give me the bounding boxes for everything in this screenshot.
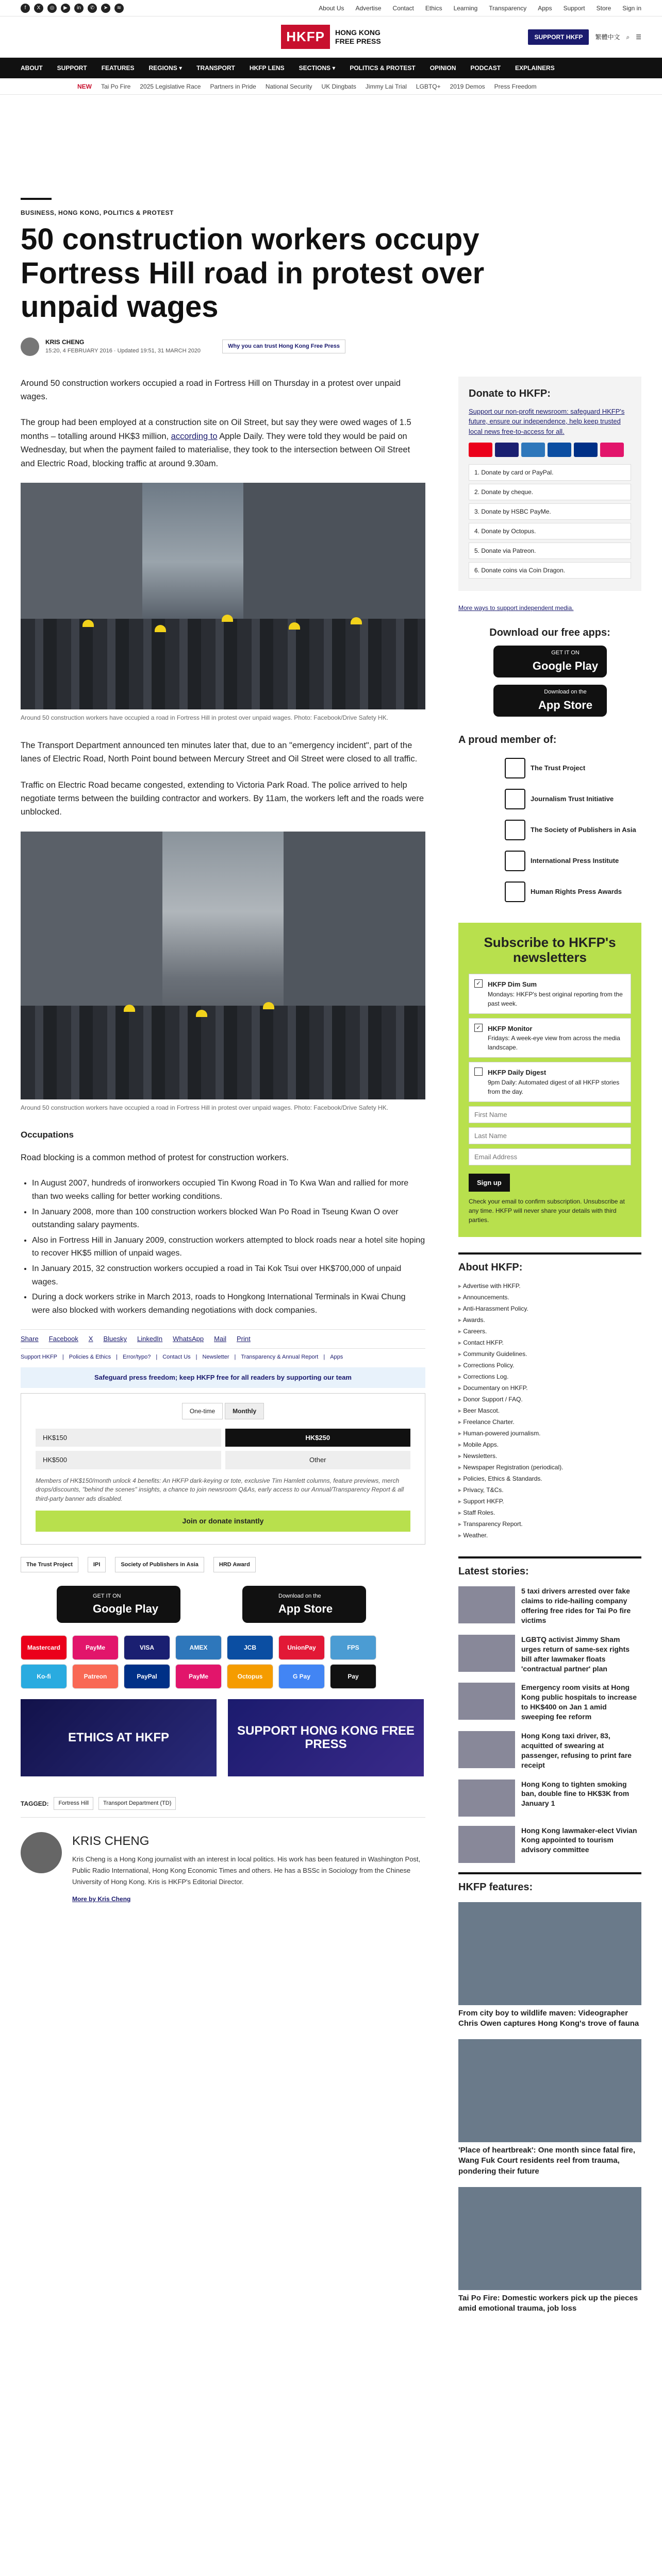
donate-option[interactable]: 4. Donate by Octopus. xyxy=(469,523,631,539)
feature-headline[interactable]: 'Place of heartbreak': One month since fatal fire, Wang Fuk Court residents reel from trauma, pondering their future xyxy=(458,2146,636,2176)
language-switch[interactable]: 繁體中文 xyxy=(595,33,620,41)
feature-image xyxy=(458,1902,641,2005)
store-small: GET IT ON xyxy=(551,650,580,656)
footer-link[interactable]: Contact Us xyxy=(162,1353,191,1360)
logo-box: HKFP xyxy=(281,25,330,49)
util-link-signin[interactable]: Sign in xyxy=(622,4,641,12)
amount-option-selected[interactable]: HK$250 xyxy=(225,1429,411,1447)
amount-option[interactable]: HK$150 xyxy=(36,1429,221,1447)
story-thumbnail xyxy=(458,1731,515,1768)
content-columns xyxy=(21,377,641,2325)
trending-link[interactable]: LGBTQ+ xyxy=(416,82,441,90)
story-headline[interactable]: LGBTQ activist Jimmy Sham urges return of same-sex rights bill after lawmaker floats 'contractual partner' plan xyxy=(521,1635,630,1673)
author-bio: Kris Cheng is a Hong Kong journalist with an interest in local politics. His work has been featured in Washington Post, Public Radio International, Hong Kong Economic Times and others. He has a BSSc in Sociology from the Chinese University of Hong Kong. Kris is HKFP's Editorial Director. xyxy=(72,1855,421,1886)
trending-nav xyxy=(0,78,662,95)
amount-other[interactable]: Other xyxy=(225,1451,411,1469)
occupation-list xyxy=(32,1177,425,1317)
latest-list xyxy=(458,1586,641,1862)
newsletter-option[interactable] xyxy=(469,974,631,1014)
about-link[interactable]: ▸ Transparency Report. xyxy=(458,1518,641,1530)
footer-link[interactable]: Support HKFP xyxy=(21,1353,57,1360)
newsletter-info xyxy=(488,979,625,1008)
amount-option[interactable]: HK$500 xyxy=(36,1451,221,1469)
jcb-icon xyxy=(548,443,571,457)
hkfp-features xyxy=(458,1872,641,2314)
member-title: A proud member of: xyxy=(458,734,557,746)
feature-story[interactable] xyxy=(458,2187,641,2314)
story-thumbnail xyxy=(458,1586,515,1623)
paragraph-text: Apple Daily. They were told they would be paid on Wednesday, but when the payment failed to materialise, they took to the intersection between Oil Street and Electric Road, blocking traffic at around 9.30am. xyxy=(21,431,410,468)
email-field[interactable] xyxy=(469,1148,631,1165)
list-item: • In January 2008, more than 100 construction workers blocked Wan Po Road in Tseung Kwan O over outstanding salary payments. xyxy=(32,1206,425,1232)
donate-option[interactable]: 2. Donate by cheque. xyxy=(469,484,631,500)
nav-support[interactable]: SUPPORT xyxy=(57,64,87,72)
share-x[interactable]: X xyxy=(88,1335,93,1343)
store-big: App Store xyxy=(538,698,593,711)
author-box-name[interactable]: KRIS CHENG xyxy=(72,1834,150,1848)
mastercard-icon xyxy=(469,443,492,457)
telegram-icon[interactable]: ➤ xyxy=(101,4,110,13)
badge[interactable]: IPI xyxy=(88,1557,106,1573)
trust-link[interactable]: Why you can trust Hong Kong Free Press xyxy=(222,340,345,353)
store-small: Download on the xyxy=(278,1592,321,1599)
share-facebook[interactable]: Facebook xyxy=(48,1335,78,1343)
newsletter-signup xyxy=(458,923,641,1237)
newsletter-option[interactable] xyxy=(469,1062,631,1102)
list-item: • In January 2015, 32 construction workers occupied a road in Tai Kok Tsui over HK$700,000 of unpaid wages. xyxy=(32,1262,425,1289)
story-headline[interactable]: 5 taxi drivers arrested over fake claims to ride-hailing company offering free rides for Tai Po fire victims xyxy=(521,1587,631,1624)
utility-nav xyxy=(319,4,641,13)
paragraph: The Transport Department announced ten minutes later that, due to an "emergency incident", part of the lanes of Electric Road, North Point bound between Mercury Street and Oil Street were closed to all traffic. xyxy=(21,740,418,764)
app-store-button[interactable] xyxy=(493,685,607,717)
visa-icon xyxy=(495,443,519,457)
footer-link[interactable]: Newsletter xyxy=(202,1353,229,1360)
member-item[interactable] xyxy=(458,876,641,907)
member-item[interactable] xyxy=(458,753,641,784)
story-thumbnail xyxy=(458,1826,515,1863)
facebook-icon[interactable]: f xyxy=(21,4,30,13)
nav-podcast[interactable]: PODCAST xyxy=(470,64,501,72)
util-link-store[interactable]: Store xyxy=(596,4,611,12)
donate-widget xyxy=(21,1393,425,1545)
google-play-button[interactable] xyxy=(57,1586,180,1623)
latest-stories xyxy=(458,1556,641,1862)
first-name-field[interactable] xyxy=(469,1106,631,1123)
about-hkfp xyxy=(458,1252,641,1541)
payment-method-logo: PayMe xyxy=(175,1664,222,1689)
payme-icon xyxy=(600,443,624,457)
util-link-apps[interactable]: Apps xyxy=(538,4,552,12)
about-link[interactable]: ▸ Newsletters. xyxy=(458,1450,641,1462)
donate-title: Donate to HKFP: xyxy=(469,387,551,399)
store-big: Google Play xyxy=(532,659,599,672)
about-link[interactable]: ▸ Corrections Policy. xyxy=(458,1360,641,1371)
features-list xyxy=(458,1902,641,2314)
tag-chip[interactable]: Fortress Hill xyxy=(54,1797,93,1810)
about-link[interactable]: ▸ Weather. xyxy=(458,1530,641,1541)
article-footer-links: Support HKFP | Policies & Ethics | Error/typo? | Contact Us | Newsletter | Transparency & Annual Report | Apps xyxy=(21,1353,425,1362)
member-label: Human Rights Press Awards xyxy=(531,888,622,896)
newsletter-desc: Mondays: HKFP's best original reporting from the past week. xyxy=(488,990,623,1007)
sidebar xyxy=(458,377,641,2325)
footer-link[interactable]: Transparency & Annual Report xyxy=(241,1353,319,1360)
badge[interactable]: HRD Award xyxy=(213,1557,256,1573)
sidebar-donate xyxy=(458,377,641,591)
paragraph: Around 50 construction workers occupied a road in Fortress Hill on Thursday in a protest over unpaid wages. xyxy=(21,378,401,401)
photo-caption: Around 50 construction workers have occupied a road in Fortress Hill in protest over unpaid wages. Photo: Facebook/Drive Safety HK. xyxy=(21,714,389,721)
trending-link[interactable]: 2019 Demos xyxy=(450,82,485,90)
util-link-about[interactable]: About Us xyxy=(319,4,344,12)
photo-caption: Around 50 construction workers have occupied a road in Fortress Hill in protest over unpaid wages. Photo: Facebook/Drive Safety HK. xyxy=(21,1104,389,1111)
newsletter-title: Subscribe to HKFP's newsletters xyxy=(484,935,616,965)
signup-button[interactable]: Sign up xyxy=(469,1174,510,1192)
nav-regions[interactable]: REGIONS ▾ xyxy=(148,64,183,72)
paragraph: Traffic on Electric Road became congested, extending to Victoria Park Road. The police arrived to help negotiate terms between the building contractor and workers. By 11am, the workers left and the roads were unblocked. xyxy=(21,780,424,817)
ipi-icon xyxy=(505,851,525,871)
feature-story[interactable] xyxy=(458,1902,641,2029)
payment-methods-row xyxy=(21,1664,425,1689)
newsletter-desc: 9pm Daily: Automated digest of all HKFP stories from the day. xyxy=(488,1078,620,1095)
donate-option[interactable]: 6. Donate coins via Coin Dragon. xyxy=(469,562,631,579)
about-link[interactable]: ▸ Freelance Charter. xyxy=(458,1416,641,1428)
x-icon[interactable]: X xyxy=(34,4,43,13)
payment-methods-row xyxy=(21,1635,425,1660)
article-wrap xyxy=(21,95,641,2324)
about-link[interactable]: ▸ Corrections Log. xyxy=(458,1371,641,1382)
promo-banners xyxy=(21,1699,425,1776)
apple-daily-link[interactable]: according to xyxy=(171,431,218,441)
story-headline[interactable]: Hong Kong taxi driver, 83, acquitted of swearing at passenger, refusing to print fare receipt xyxy=(521,1731,632,1769)
nav-features[interactable]: FEATURES xyxy=(101,64,135,72)
payment-method-logo: UnionPay xyxy=(278,1635,325,1660)
util-link-advertise[interactable]: Advertise xyxy=(355,4,382,12)
logo-text xyxy=(335,28,381,45)
trending-link[interactable]: National Security xyxy=(265,82,312,90)
freq-one-time[interactable]: One-time xyxy=(182,1403,223,1419)
tags-row xyxy=(21,1797,425,1818)
protest-photo-2 xyxy=(21,832,425,1099)
util-link-learning[interactable]: Learning xyxy=(453,4,478,12)
about-link[interactable]: ▸ Mobile Apps. xyxy=(458,1439,641,1450)
payment-method-logo: Pay xyxy=(330,1664,376,1689)
sidebar-apps xyxy=(458,625,641,717)
paragraph: Road blocking is a common method of protest for construction workers. xyxy=(21,1153,289,1162)
member-item[interactable] xyxy=(458,815,641,845)
jti-icon xyxy=(505,789,525,809)
feature-image xyxy=(458,2187,641,2290)
payment-method-logo: Octopus xyxy=(227,1664,273,1689)
ethics-promo[interactable]: ETHICS AT HKFP xyxy=(21,1699,217,1776)
newsletter-name: HKFP Daily Digest xyxy=(488,1069,547,1077)
payment-card-icons xyxy=(469,443,631,457)
share-linkedin[interactable]: LinkedIn xyxy=(137,1335,163,1343)
sidebar-memberships xyxy=(458,732,641,907)
safeguard-banner[interactable]: Safeguard press freedom; keep HKFP free for all readers by supporting our team xyxy=(21,1367,425,1388)
feature-headline[interactable]: From city boy to wildlife maven: Videographer Chris Owen captures Hong Kong's trove of fauna xyxy=(458,2008,639,2028)
payment-method-logo: AMEX xyxy=(175,1635,222,1660)
support-promo[interactable]: SUPPORT HONG KONG FREE PRESS xyxy=(228,1699,424,1776)
freq-monthly[interactable]: Monthly xyxy=(225,1403,264,1419)
member-label: International Press Institute xyxy=(531,857,619,865)
nav-about[interactable]: ABOUT xyxy=(21,64,43,72)
social-icons xyxy=(21,4,124,13)
nav-explainers[interactable]: EXPLAINERS xyxy=(515,64,555,72)
logo-line-1: HONG KONG xyxy=(335,28,380,37)
tagged-label: TAGGED: xyxy=(21,1800,49,1807)
paypal-icon xyxy=(574,443,598,457)
payment-method-logo: Ko-fi xyxy=(21,1664,67,1689)
latest-story[interactable] xyxy=(458,1780,641,1817)
footer-link[interactable]: Apps xyxy=(330,1353,343,1360)
whatsapp-icon[interactable]: ✆ xyxy=(88,4,97,13)
nav-politics[interactable]: POLITICS & PROTEST xyxy=(350,64,416,72)
donate-text[interactable]: Support our non-profit newsroom: safeguard HKFP's future, ensure our independence, help keep trusted local news free-to-access for all. xyxy=(469,407,625,435)
list-item: • During a dock workers strike in March 2013, roads to Hongkong International Terminals in Kwai Chung were also blocked with workers demanding negotiations with dock companies. xyxy=(32,1291,425,1317)
byline xyxy=(21,337,641,356)
trending-link[interactable]: Press Freedom xyxy=(494,82,537,90)
store-small: Download on the xyxy=(544,689,587,696)
badge[interactable]: Society of Publishers in Asia xyxy=(115,1557,204,1573)
article-body xyxy=(21,377,425,2325)
about-link[interactable]: ▸ Beer Mascot. xyxy=(458,1405,641,1416)
member-label: Journalism Trust Initiative xyxy=(531,795,614,803)
share-bar xyxy=(21,1329,425,1349)
story-headline[interactable]: Hong Kong to tighten smoking ban, double fine to HK$3K from January 1 xyxy=(521,1780,630,1808)
menu-icon[interactable]: ☰ xyxy=(636,33,641,41)
tag-chip[interactable]: Transport Department (TD) xyxy=(98,1797,176,1810)
payment-method-logo: Mastercard xyxy=(21,1635,67,1660)
paragraph-text: The group had been employed at a construction site on Oil Street, but say they were owed wages of 1.5 months – totalling around HK$3 million, xyxy=(21,418,411,441)
share-whatsapp[interactable]: WhatsApp xyxy=(173,1335,204,1343)
story-thumbnail xyxy=(458,1683,515,1720)
newsletter-info xyxy=(488,1024,625,1053)
payment-method-logo: PayPal xyxy=(124,1664,170,1689)
checkbox[interactable]: ✓ xyxy=(474,979,483,988)
about-link[interactable]: ▸ Anti-Harassment Policy. xyxy=(458,1303,641,1314)
paragraph xyxy=(21,416,425,470)
linkedin-icon[interactable]: in xyxy=(74,4,84,13)
section-heading: Occupations xyxy=(21,1130,74,1140)
masthead xyxy=(0,16,662,58)
latest-story[interactable] xyxy=(458,1635,641,1674)
donate-option[interactable]: 3. Donate by HSBC PayMe. xyxy=(469,503,631,520)
author-details xyxy=(72,1832,425,1905)
latest-story[interactable] xyxy=(458,1683,641,1722)
member-item[interactable] xyxy=(458,845,641,876)
app-store-buttons xyxy=(21,1586,425,1623)
headline-rule xyxy=(21,198,52,200)
youtube-icon[interactable]: ▶ xyxy=(61,4,70,13)
site-logo[interactable] xyxy=(281,25,380,49)
util-link-ethics[interactable]: Ethics xyxy=(425,4,442,12)
author-avatar xyxy=(21,337,39,356)
store-big: App Store xyxy=(278,1602,333,1616)
trending-link[interactable]: Partners in Pride xyxy=(210,82,256,90)
about-link[interactable]: ▸ Support HKFP. xyxy=(458,1496,641,1507)
about-link[interactable]: ▸ Policies, Ethics & Standards. xyxy=(458,1473,641,1484)
checkbox[interactable] xyxy=(474,1067,483,1076)
badge[interactable]: The Trust Project xyxy=(21,1557,78,1573)
newsletter-info xyxy=(488,1067,625,1096)
protest-photo-1 xyxy=(21,483,425,709)
main-nav xyxy=(0,58,662,78)
payment-method-logo: VISA xyxy=(124,1635,170,1660)
about-links xyxy=(458,1280,641,1541)
about-link[interactable]: ▸ Announcements. xyxy=(458,1292,641,1303)
list-item: • In August 2007, hundreds of ironworkers occupied Tin Kwong Road in To Kwa Wan and rallied for more than two weeks calling for better working conditions. xyxy=(32,1177,425,1203)
payment-method-logo: Patreon xyxy=(72,1664,119,1689)
amex-icon xyxy=(521,443,545,457)
story-headline[interactable]: Hong Kong lawmaker-elect Vivian Kong appointed to tourism advisory committee xyxy=(521,1826,637,1854)
store-big: Google Play xyxy=(93,1602,159,1616)
share-mail[interactable]: Mail xyxy=(214,1335,226,1343)
feature-headline[interactable]: Tai Po Fire: Domestic workers pick up the pieces amid emotional trauma, job loss xyxy=(458,2293,638,2313)
latest-story[interactable] xyxy=(458,1731,641,1770)
member-badges xyxy=(21,1557,425,1573)
last-name-field[interactable] xyxy=(469,1127,631,1144)
amount-options xyxy=(36,1429,410,1469)
share-bluesky[interactable]: Bluesky xyxy=(103,1335,127,1343)
hrpa-icon xyxy=(505,882,525,902)
newsletter-name: HKFP Monitor xyxy=(488,1024,533,1032)
nav-opinion[interactable]: OPINION xyxy=(429,64,456,72)
store-small: GET IT ON xyxy=(93,1592,121,1599)
about-link[interactable]: ▸ Community Guidelines. xyxy=(458,1348,641,1360)
about-link[interactable]: ▸ Careers. xyxy=(458,1326,641,1337)
about-link[interactable]: ▸ Documentary on HKFP. xyxy=(458,1382,641,1394)
newsletter-desc: Fridays: A week-eye view from across the media landscape. xyxy=(488,1035,620,1052)
more-ways-link[interactable]: More ways to support independent media. xyxy=(458,604,574,612)
about-link[interactable]: ▸ Human-powered journalism. xyxy=(458,1428,641,1439)
author-name[interactable]: KRIS CHENG xyxy=(45,338,85,346)
support-hkfp-button[interactable]: SUPPORT HKFP xyxy=(528,29,589,45)
trending-link[interactable]: Jimmy Lai Trial xyxy=(365,82,407,90)
author-box xyxy=(21,1832,425,1905)
byline-text xyxy=(45,337,201,355)
latest-story[interactable] xyxy=(458,1826,641,1863)
donate-option[interactable]: 5. Donate via Patreon. xyxy=(469,543,631,559)
more-by-author-link[interactable]: More by Kris Cheng xyxy=(72,1895,131,1903)
top-utility-bar xyxy=(0,0,662,16)
about-link[interactable]: ▸ Donor Support / FAQ. xyxy=(458,1394,641,1405)
about-link[interactable]: ▸ Newspaper Registration (periodical). xyxy=(458,1462,641,1473)
new-label: NEW xyxy=(77,82,92,90)
payment-method-logo: FPS xyxy=(330,1635,376,1660)
frequency-toggle xyxy=(36,1403,410,1419)
sopa-icon xyxy=(505,820,525,840)
donate-option[interactable]: 1. Donate by card or PayPal. xyxy=(469,464,631,481)
story-thumbnail xyxy=(458,1780,515,1817)
latest-story[interactable] xyxy=(458,1586,641,1625)
share-print[interactable]: Print xyxy=(236,1335,251,1343)
apps-title: Download our free apps: xyxy=(489,627,610,639)
instagram-icon[interactable]: ◎ xyxy=(47,4,57,13)
about-title: About HKFP: xyxy=(458,1252,641,1275)
features-title: HKFP features: xyxy=(458,1872,641,1895)
payment-method-logo: G Pay xyxy=(278,1664,325,1689)
trending-link[interactable]: Tai Po Fire xyxy=(101,82,131,90)
nav-hkfp-lens[interactable]: HKFP LENS xyxy=(249,64,285,72)
author-photo xyxy=(21,1832,62,1873)
feature-story[interactable] xyxy=(458,2039,641,2177)
list-item: • Also in Fortress Hill in January 2009, construction workers attempted to block roads near a hotel site hoping to recover HK$5 million of unpaid wages. xyxy=(32,1234,425,1260)
nav-transport[interactable]: TRANSPORT xyxy=(196,64,235,72)
google-play-button[interactable] xyxy=(493,646,607,677)
donate-options xyxy=(469,464,631,579)
join-donate-button[interactable]: Join or donate instantly xyxy=(36,1511,410,1532)
footer-link[interactable]: Policies & Ethics xyxy=(69,1353,111,1360)
article-dates: 15:20, 4 FEBRUARY 2016 · Updated 19:51, 31 MARCH 2020 xyxy=(45,348,201,354)
payment-method-logo: JCB xyxy=(227,1635,273,1660)
trending-link[interactable]: 2025 Legislative Race xyxy=(140,82,201,90)
logo-line-2: FREE PRESS xyxy=(335,37,381,45)
about-link[interactable]: ▸ Contact HKFP. xyxy=(458,1337,641,1348)
rss-icon[interactable]: ≋ xyxy=(114,4,124,13)
checkbox[interactable]: ✓ xyxy=(474,1024,483,1032)
nav-sections[interactable]: SECTIONS ▾ xyxy=(299,64,336,72)
newsletter-note: Check your email to confirm subscription. Unsubscribe at any time. HKFP will never share your details with third parties. xyxy=(469,1198,625,1224)
latest-title: Latest stories: xyxy=(458,1556,641,1579)
about-link[interactable]: ▸ Privacy, T&Cs. xyxy=(458,1484,641,1496)
member-label: The Trust Project xyxy=(531,764,586,772)
membership-note: Members of HK$150/month unlock 4 benefits: An HKFP dark-keying or tote, exclusive Tim Hamlett columns, feature previews, merch drops/discounts, "behind the scenes" insights, a chance to join newsroom Q&As, early access to our Annual/Transparency Report & all third-party banner ads disabled. xyxy=(36,1477,404,1502)
trending-link[interactable]: UK Dingbats xyxy=(321,82,356,90)
newsletter-name: HKFP Dim Sum xyxy=(488,980,537,989)
app-store-button[interactable] xyxy=(242,1586,366,1623)
story-thumbnail xyxy=(458,1635,515,1672)
member-item[interactable] xyxy=(458,784,641,815)
article-title: 50 construction workers occupy Fortress Hill road in protest over unpaid wages xyxy=(21,223,485,324)
util-link-transparency[interactable]: Transparency xyxy=(489,4,527,12)
story-headline[interactable]: Emergency room visits at Hong Kong public hospitals to increase to HK$400 on Jan 1 amid sweeping fee reform xyxy=(521,1683,637,1721)
newsletter-option[interactable] xyxy=(469,1018,631,1058)
trust-project-icon xyxy=(505,758,525,778)
article-categories[interactable]: BUSINESS, HONG KONG, POLITICS & PROTEST xyxy=(21,209,174,216)
about-link[interactable]: ▸ Awards. xyxy=(458,1314,641,1326)
util-link-contact[interactable]: Contact xyxy=(392,4,414,12)
about-link[interactable]: ▸ Advertise with HKFP. xyxy=(458,1280,641,1292)
masthead-actions xyxy=(528,29,641,45)
footer-link[interactable]: Error/typo? xyxy=(122,1353,151,1360)
share-label: Share xyxy=(21,1335,39,1343)
member-label: The Society of Publishers in Asia xyxy=(531,826,636,834)
search-icon[interactable]: ⌕ xyxy=(626,33,630,41)
payment-method-logo: PayMe xyxy=(72,1635,119,1660)
util-link-support[interactable]: Support xyxy=(563,4,585,12)
about-link[interactable]: ▸ Staff Roles. xyxy=(458,1507,641,1518)
feature-image xyxy=(458,2039,641,2142)
